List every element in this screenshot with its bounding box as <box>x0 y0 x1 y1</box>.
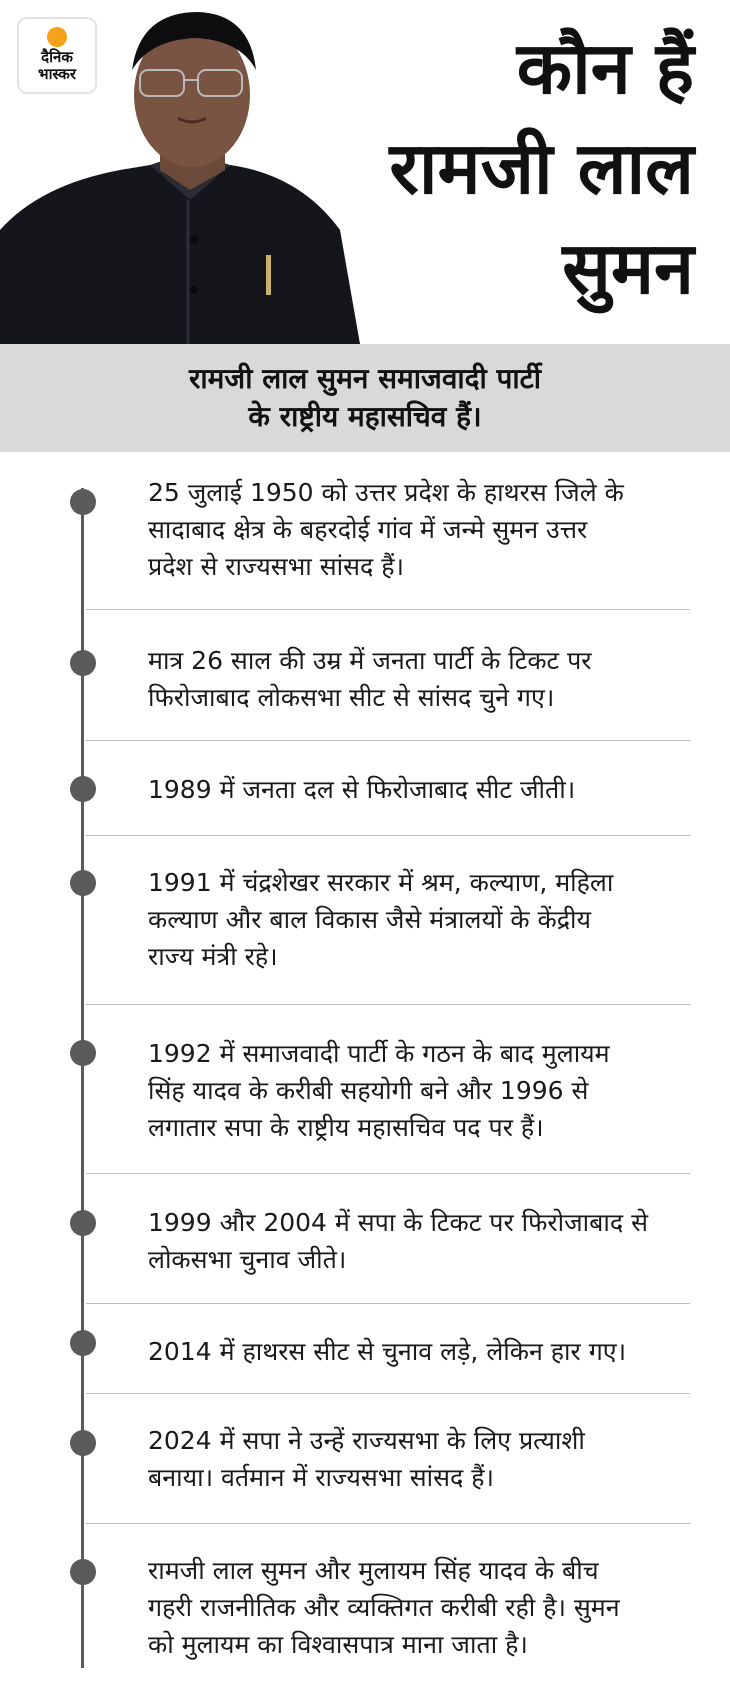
timeline-dot-icon <box>70 776 96 802</box>
title-line-3: सुमन <box>562 226 694 310</box>
timeline-dot-icon <box>70 870 96 896</box>
divider <box>86 609 690 610</box>
timeline-text: 1991 में चंद्रशेखर सरकार में श्रम, कल्याण, महिला कल्याण और बाल विकास जैसे मंत्रालयों के केंद्रीय राज्य मंत्री रहे। <box>148 868 614 971</box>
timeline-dot-icon <box>70 1430 96 1456</box>
logo-line-1: दैनिक <box>41 48 73 66</box>
divider <box>86 1004 690 1005</box>
timeline-text: 1999 और 2004 में सपा के टिकट पर फिरोजाबाद से लोकसभा चुनाव जीते। <box>148 1208 648 1274</box>
summary-banner <box>0 344 730 452</box>
timeline-text: 1989 में जनता दल से फिरोजाबाद सीट जीती। <box>148 775 576 804</box>
timeline-text: 2014 में हाथरस सीट से चुनाव लड़े, लेकिन हार गए। <box>148 1337 627 1366</box>
title-line-1: कौन हैं <box>516 26 694 110</box>
header <box>0 0 730 344</box>
timeline-text: 1992 में समाजवादी पार्टी के गठन के बाद मुलायम सिंह यादव के करीबी सहयोगी बने और 1996 से लगातार सपा के राष्ट्रीय महासचिव पद पर हैं। <box>148 1039 610 1142</box>
logo-text <box>19 49 95 83</box>
timeline-text: 25 जुलाई 1950 को उत्तर प्रदेश के हाथरस जिले के सादाबाद क्षेत्र के बहरदोई गांव में जन्मे सुमन उत्तर प्रदेश से राज्यसभा सांसद हैं। <box>148 478 624 581</box>
divider <box>86 1173 690 1174</box>
timeline-dot-icon <box>70 650 96 676</box>
timeline-dot-icon <box>70 489 96 515</box>
logo-line-2: भास्कर <box>38 65 76 83</box>
divider <box>86 1393 690 1394</box>
divider <box>86 1523 690 1524</box>
sun-icon <box>47 27 67 47</box>
divider <box>86 1303 690 1304</box>
timeline-dot-icon <box>70 1330 96 1356</box>
banner-line-1: रामजी लाल सुमन समाजवादी पार्टी <box>188 362 542 395</box>
title-line-2: रामजी लाल <box>389 126 694 210</box>
timeline-dot-icon <box>70 1040 96 1066</box>
banner-line-2: के राष्ट्रीय महासचिव हैं। <box>248 400 482 433</box>
timeline-text: 2024 में सपा ने उन्हें राज्यसभा के लिए प्रत्याशी बनाया। वर्तमान में राज्यसभा सांसद हैं। <box>148 1426 585 1492</box>
timeline-dot-icon <box>70 1210 96 1236</box>
timeline-text: रामजी लाल सुमन और मुलायम सिंह यादव के बीच गहरी राजनीतिक और व्यक्तिगत करीबी रही है। सुमन को मुलायम का विश्वासपात्र माना जाता है। <box>148 1556 620 1659</box>
divider <box>86 740 690 741</box>
timeline-text: मात्र 26 साल की उम्र में जनता पार्टी के टिकट पर फिरोजाबाद लोकसभा सीट से सांसद चुने गए। <box>148 646 592 712</box>
dainik-bhaskar-logo <box>17 17 97 94</box>
timeline-dot-icon <box>70 1559 96 1585</box>
page-title <box>294 18 694 318</box>
divider <box>86 835 690 836</box>
